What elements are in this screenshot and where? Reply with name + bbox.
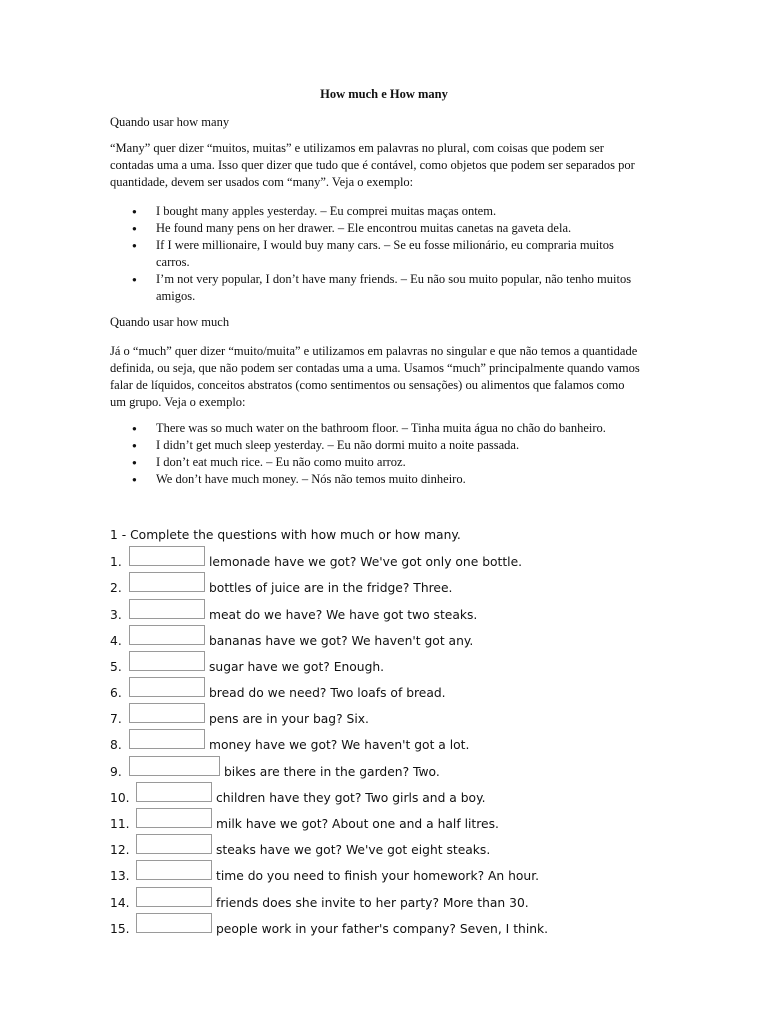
question-text: meat do we have? We have got two steaks. (209, 608, 478, 622)
question-row (110, 656, 384, 678)
answer-input[interactable] (129, 651, 205, 671)
question-row (110, 682, 446, 704)
answer-input[interactable] (129, 729, 205, 749)
question-text: sugar have we got? Enough. (209, 660, 385, 674)
question-number: 10. (110, 791, 130, 805)
list-item: ● We don’t have much money. – Nós não temos muito dinheiro. (110, 471, 640, 488)
question-row (110, 865, 539, 887)
question-text: children have they got? Two girls and a boy. (216, 791, 486, 805)
question-row (110, 787, 486, 809)
question-row (110, 630, 473, 652)
question-number: 3. (110, 608, 122, 622)
answer-input[interactable] (129, 599, 205, 619)
question-number: 5. (110, 660, 122, 674)
answer-input[interactable] (129, 756, 220, 776)
answer-input[interactable] (136, 834, 212, 854)
list-item: ● There was so much water on the bathroom floor. – Tinha muita água no chão do banheiro. (110, 420, 640, 437)
answer-input[interactable] (129, 625, 205, 645)
paragraph-line: definida, ou seja, que não podem ser contadas uma a uma. Usamos “much” principalmente quando vamos (110, 361, 640, 375)
question-row (110, 761, 440, 783)
question-number: 15. (110, 922, 130, 936)
list-item: ● I don’t eat much rice. – Eu não como muito arroz. (110, 454, 640, 471)
paragraph-line: quantidade, devem ser usados com “many”. Veja o exemplo: (110, 175, 414, 189)
question-text: lemonade have we got? We've got only one bottle. (209, 555, 523, 569)
question-row (110, 604, 477, 626)
question-text: pens are in your bag? Six. (209, 712, 369, 726)
heading-how-many: Quando usar how many (110, 115, 230, 129)
question-number: 11. (110, 817, 130, 831)
question-number: 2. (110, 581, 122, 595)
list-item: ● I bought many apples yesterday. – Eu comprei muitas maças ontem. (110, 203, 640, 220)
paragraph-line: falar de líquidos, conceitos abstratos (como sentimentos ou sensações) ou alimentos que falamos como (110, 378, 625, 392)
answer-input[interactable] (129, 703, 205, 723)
question-text: milk have we got? About one and a half litres. (216, 817, 499, 831)
question-row (110, 918, 548, 940)
question-text: money have we got? We haven't got a lot. (209, 738, 470, 752)
answer-input[interactable] (136, 913, 212, 933)
question-text: steaks have we got? We've got eight steaks. (216, 843, 491, 857)
page-title: How much e How many (320, 87, 448, 101)
question-row (110, 551, 522, 573)
question-number: 13. (110, 869, 130, 883)
question-text: people work in your father's company? Seven, I think. (216, 922, 549, 936)
question-text: time do you need to finish your homework? An hour. (216, 869, 540, 883)
paragraph-line: um grupo. Veja o exemplo: (110, 395, 246, 409)
question-text: bananas have we got? We haven't got any. (209, 634, 474, 648)
question-row (110, 577, 452, 599)
question-number: 7. (110, 712, 122, 726)
question-row (110, 734, 469, 756)
question-text: bikes are there in the garden? Two. (224, 765, 440, 779)
examples-how-many (110, 203, 640, 305)
answer-input[interactable] (136, 887, 212, 907)
exercise-instruction: 1 - Complete the questions with how much or how many. (110, 528, 461, 542)
examples-how-much (110, 420, 640, 488)
question-text: friends does she invite to her party? More than 30. (216, 896, 529, 910)
list-item: ● I’m not very popular, I don’t have many friends. – Eu não sou muito popular, não tenho muitos amigos. (110, 271, 640, 305)
answer-input[interactable] (129, 546, 205, 566)
question-number: 6. (110, 686, 122, 700)
question-row (110, 892, 529, 914)
answer-input[interactable] (136, 782, 212, 802)
answer-input[interactable] (136, 808, 212, 828)
question-row (110, 708, 369, 730)
answer-input[interactable] (129, 677, 205, 697)
question-number: 14. (110, 896, 130, 910)
paragraph-line: Já o “much” quer dizer “muito/muita” e utilizamos em palavras no singular e que não temos a quantidade (110, 344, 638, 358)
question-number: 1. (110, 555, 122, 569)
question-text: bottles of juice are in the fridge? Three. (209, 581, 453, 595)
question-row (110, 813, 499, 835)
question-row (110, 839, 490, 861)
heading-how-much: Quando usar how much (110, 315, 230, 329)
list-item: ● If I were millionaire, I would buy many cars. – Se eu fosse milionário, eu compraria muitos carros. (110, 237, 640, 271)
question-number: 12. (110, 843, 130, 857)
question-number: 4. (110, 634, 122, 648)
list-item: ● He found many pens on her drawer. – Ele encontrou muitas canetas na gaveta dela. (110, 220, 640, 237)
paragraph-line: “Many” quer dizer “muitos, muitas” e utilizamos em palavras no plural, com coisas que podem ser (110, 141, 604, 155)
answer-input[interactable] (136, 860, 212, 880)
question-text: bread do we need? Two loafs of bread. (209, 686, 446, 700)
question-number: 8. (110, 738, 122, 752)
answer-input[interactable] (129, 572, 205, 592)
paragraph-how-many (110, 140, 658, 191)
list-item: ● I didn’t get much sleep yesterday. – Eu não dormi muito a noite passada. (110, 437, 640, 454)
paragraph-line: contadas uma a uma. Isso quer dizer que tudo que é contável, como objetos que podem ser separados por (110, 158, 635, 172)
question-number: 9. (110, 765, 122, 779)
paragraph-how-much (110, 343, 658, 411)
